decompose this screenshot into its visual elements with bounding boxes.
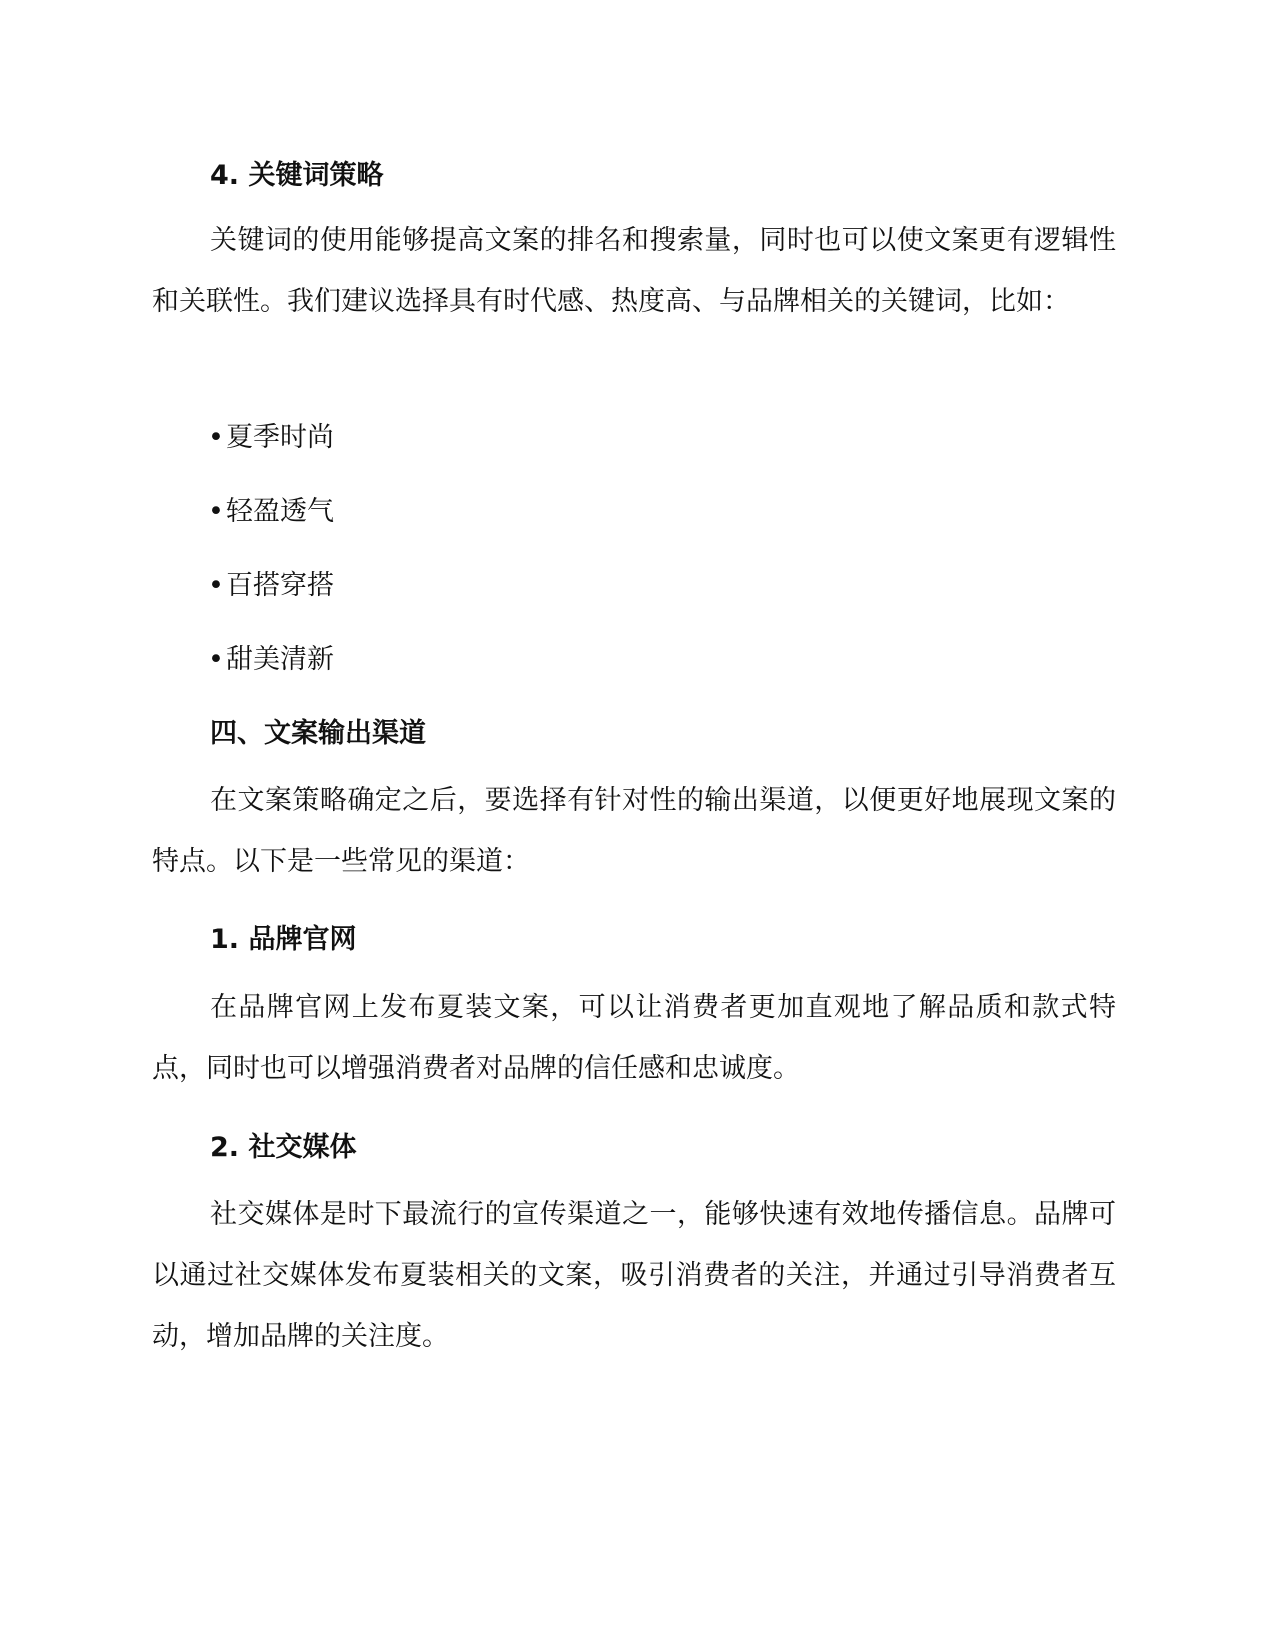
- bullet-item: [208, 568, 334, 604]
- paragraph-brand-website: 在品牌官网上发布夏装文案，可以让消费者更加直观地了解品质和款式特点，同时也可以增强消费者对品牌的信任感和忠诚度。: [152, 992, 1116, 1084]
- bullet-item: [208, 494, 334, 530]
- paragraph-social-media: 社交媒体是时下最流行的宣传渠道之一，能够快速有效地传播信息。品牌可以通过社交媒体发布夏装相关的文案，吸引消费者的关注，并通过引导消费者互动，增加品牌的关注度。: [152, 1199, 1116, 1352]
- bullet-marker: •: [208, 570, 224, 601]
- heading-brand-website: 1. 品牌官网: [210, 924, 357, 955]
- bullet-marker: •: [208, 422, 224, 453]
- paragraph-keyword-strategy: 关键词的使用能够提高文案的排名和搜索量，同时也可以使文案更有逻辑性和关联性。我们建议选择具有时代感、热度高、与品牌相关的关键词，比如：: [152, 225, 1116, 317]
- heading-social-media: 2. 社交媒体: [210, 1132, 357, 1163]
- bullet-marker: •: [208, 644, 224, 675]
- bullet-text: 轻盈透气: [226, 496, 334, 527]
- bullet-marker: •: [208, 496, 224, 527]
- paragraph-output-channels: 在文案策略确定之后，要选择有针对性的输出渠道，以便更好地展现文案的特点。以下是一些常见的渠道：: [152, 785, 1116, 877]
- heading-output-channels: 四、文案输出渠道: [210, 718, 426, 749]
- bullet-item: [208, 642, 334, 678]
- bullet-text: 夏季时尚: [226, 422, 334, 453]
- bullet-text: 百搭穿搭: [226, 570, 334, 601]
- bullet-text: 甜美清新: [226, 644, 334, 675]
- bullet-item: [208, 420, 334, 456]
- heading-keyword-strategy: 4. 关键词策略: [210, 160, 384, 191]
